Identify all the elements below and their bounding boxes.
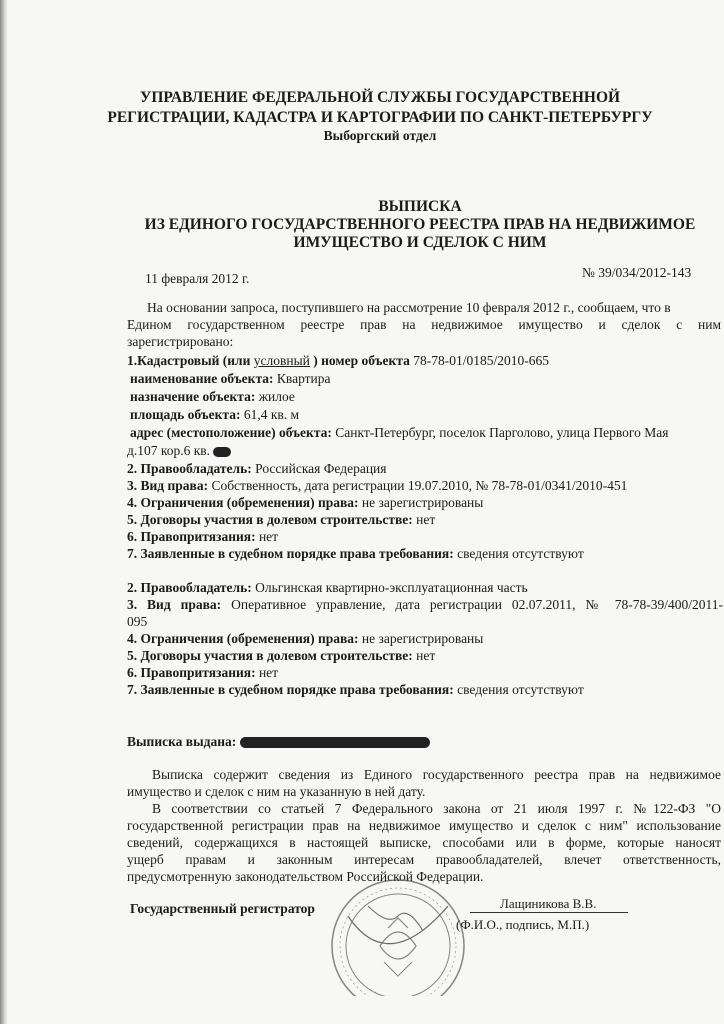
holder2-row (127, 580, 528, 596)
intro-line2: Едином государственном реестре прав на недвижимое имущество и сделок с ним (127, 317, 721, 332)
cadastral-label-underlined: условный (253, 353, 310, 368)
department-name: Выборгский отдел (323, 128, 437, 143)
cadastral-number-row (127, 353, 549, 369)
right-kind1-value: Собственность, дата регистрации 19.07.2010, № 78-78-01/0341/2010-451 (211, 478, 628, 493)
note2-line3: сведений, содержащихся в настоящей выписке, способами или в форме, которые наносят (127, 835, 721, 850)
court1-row (127, 546, 584, 562)
note2-line1: В соответствии со статьей 7 Федерального закона от 21 июля 1997 г. №122-ФЗ "О (152, 801, 721, 816)
claims2-row (127, 665, 278, 681)
object-address-row (130, 425, 668, 441)
document-title-line3: ИМУЩЕСТВО И СДЕЛОК С НИМ (293, 234, 547, 251)
object-address-row2 (127, 443, 231, 459)
contracts2-label: 5. Договоры участия в долевом строительстве: (127, 648, 413, 663)
note2-line4: ущерб правам и законным интересам правообладателей, влечет ответственность, (127, 852, 721, 867)
cadastral-label-end: ) номер объекта (313, 353, 410, 368)
holder2-label: 2. Правообладатель: (127, 580, 252, 595)
court2-label: 7. Заявленные в судебном порядке права требования: (127, 682, 454, 697)
court1-value: сведения отсутствуют (457, 546, 584, 561)
registrar-label: Государственный регистратор (130, 901, 315, 916)
agency-header-line1: УПРАВЛЕНИЕ ФЕДЕРАЛЬНОЙ СЛУЖБЫ ГОСУДАРСТВЕННОЙ (139, 89, 621, 106)
official-seal-stamp (318, 876, 478, 996)
registrar-note: (Ф.И.О., подпись, М.П.) (456, 917, 590, 932)
limits1-value: не зарегистрированы (361, 495, 484, 510)
object-purpose-value: жилое (258, 389, 295, 404)
intro-line3: зарегистрировано: (127, 334, 234, 349)
redaction-mark (240, 737, 430, 748)
limits2-row (127, 631, 483, 647)
document-number: № 39/034/2012-143 (582, 265, 692, 280)
right-kind1-row (127, 478, 627, 494)
claims1-label: 6. Правопритязания: (127, 529, 256, 544)
limits2-value: не зарегистрированы (361, 631, 484, 646)
issued-to-label: Выписка выдана: (127, 734, 237, 749)
registrar-block (456, 896, 628, 933)
object-name-value: Квартира (276, 371, 331, 386)
note1-line2: имущество и сделок с ним на указанную в ней дату. (127, 784, 426, 799)
object-address-value: Санкт-Петербург, поселок Парголово, улица Первого Мая (335, 425, 669, 440)
court1-label: 7. Заявленные в судебном порядке права требования: (127, 546, 454, 561)
claims2-value: нет (258, 665, 279, 680)
issued-to-row (127, 734, 430, 750)
contracts2-row (127, 648, 435, 664)
right-kind2-label: 3. Вид права: (127, 597, 222, 612)
document-title-line2: ИЗ ЕДИНОГО ГОСУДАРСТВЕННОГО РЕЕСТРА ПРАВ НА НЕДВИЖИМОЕ (144, 216, 696, 233)
claims1-row (127, 529, 278, 545)
right-kind2-row (127, 597, 723, 613)
right-kind2-value: Оперативное управление, дата регистрации 02.07.2011, № 78-78-39/400/2011- (231, 597, 724, 612)
object-area-row (130, 407, 299, 423)
agency-header-line2: РЕГИСТРАЦИИ, КАДАСТРА И КАРТОГРАФИИ ПО САНКТ-ПЕТЕРБУРГУ (107, 109, 653, 126)
redaction-mark (213, 447, 231, 457)
note2-line5: предусмотренную законодательством Российской Федерации. (127, 869, 484, 884)
object-name-row (130, 371, 331, 387)
object-name-label: наименование объекта: (130, 371, 274, 386)
note1-line1: Выписка содержит сведения из Единого государственного реестра прав на недвижимое (152, 767, 721, 782)
cadastral-value: 78-78-01/0185/2010-665 (413, 353, 549, 368)
claims2-label: 6. Правопритязания: (127, 665, 256, 680)
holder1-row (127, 461, 387, 477)
object-address-label: адрес (местоположение) объекта: (130, 425, 332, 440)
object-purpose-label: назначение объекта: (130, 389, 256, 404)
court2-value: сведения отсутствуют (457, 682, 584, 697)
limits1-row (127, 495, 483, 511)
document-date: 11 февраля 2012 г. (145, 271, 250, 286)
agency-header (100, 88, 660, 128)
scan-edge-shadow (0, 0, 8, 1024)
contracts2-value: нет (416, 648, 436, 663)
right-kind1-label: 3. Вид права: (127, 478, 209, 493)
limits2-label: 4. Ограничения (обременения) права: (127, 631, 359, 646)
note2-line2: государственной регистрации прав на недвижимое имущество и сделок с ним" использование (127, 818, 721, 833)
contracts1-row (127, 512, 435, 528)
holder1-label: 2. Правообладатель: (127, 461, 252, 476)
holder1-value: Российская Федерация (255, 461, 387, 476)
limits1-label: 4. Ограничения (обременения) права: (127, 495, 359, 510)
document-title: ВЫПИСКА (378, 198, 462, 215)
object-area-value: 61,4 кв. м (243, 407, 300, 422)
intro-line1: На основании запроса, поступившего на рассмотрение 10 февраля 2012 г., сообщаем, что в (147, 300, 671, 315)
object-area-label: площадь объекта: (130, 407, 241, 422)
object-address-value2: д.107 кор.6 кв. (127, 443, 211, 458)
cadastral-label: 1.Кадастровый (или (127, 353, 251, 368)
holder2-value: Ольгинская квартирно-эксплуатационная часть (255, 580, 528, 595)
object-purpose-row (130, 389, 295, 405)
contracts1-value: нет (416, 512, 436, 527)
registrar-name: Лащиникова В.В. (470, 896, 628, 913)
right-kind2-row2: 095 (127, 614, 148, 629)
claims1-value: нет (258, 529, 279, 544)
contracts1-label: 5. Договоры участия в долевом строительстве: (127, 512, 413, 527)
court2-row (127, 682, 584, 698)
